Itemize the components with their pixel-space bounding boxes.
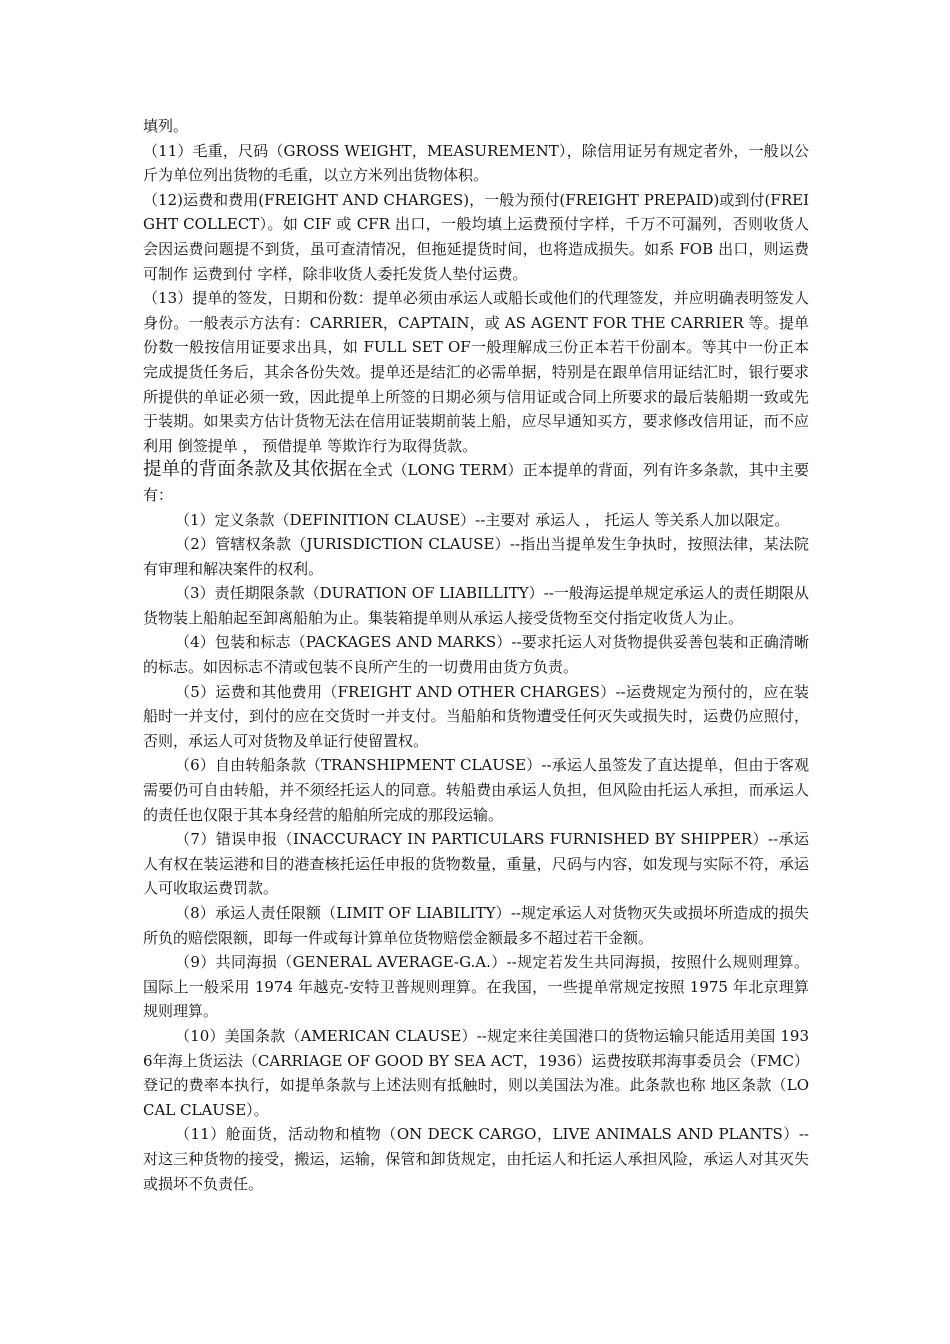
document-page <box>143 114 809 1196</box>
clause-packages-and-marks: （4）包装和标志（PACKAGES AND MARKS）--要求托运人对货物提供妥善包装和正确清晰的标志。如因标志不清或包装不良所产生的一切费用由货方负责。 <box>143 633 809 677</box>
paragraph-freight-charges: （12)运费和费用(FREIGHT AND CHARGES)，一般为预付(FREIGHT PREPAID)或到付(FREIGHT COLLECT）。如 CIF 或 CFR 出口，一般均填上运费预付字样，千万不可漏列，否则收货人会因运费问题提不到货，虽可查清情况，但拖延提货时间，也将造成损失。如系 FOB 出口，则运费可制作 运费到付 字样，除非收货人委托发货人垫付运费。 <box>143 190 809 283</box>
clause-jurisdiction: （2）管辖权条款（JURISDICTION CLAUSE）--指出当提单发生争执时，按照法律，某法院有审理和解决案件的权利。 <box>143 535 809 578</box>
section-heading: 提单的背面条款及其依据 <box>143 459 348 481</box>
clause-limit-of-liability: （8）承运人责任限额（LIMIT OF LIABILITY）--规定承运人对货物灭失或损坏所造成的损失所负的赔偿限额，即每一件或每计算单位货物赔偿金额最多不超过若干金额。 <box>143 904 809 947</box>
clause-american: （10）美国条款（AMERICAN CLAUSE）--规定来往美国港口的货物运输只能适用美国 1936年海上货运法（CARRIAGE OF GOOD BY SEA ACT，1936）运费按联邦海事委员会（FMC）登记的费率本执行，如提单条款与上述法则有抵触时，则以美国法为准。此条款也称 地区条款（LOCAL CLAUSE）。 <box>143 1026 809 1119</box>
clause-definition: （1）定义条款（DEFINITION CLAUSE）--主要对 承运人 ， 托运人 等关系人加以限定。 <box>175 510 790 529</box>
section-intro-text: 在全式（LONG TERM）正本提单的背面，列有许多条款，其中主要有： <box>143 461 809 504</box>
paragraph-continuation: 填列。 <box>143 117 189 135</box>
clause-inaccuracy-in-particulars: （7）错误申报（INACCURACY IN PARTICULARS FURNISHED BY SHIPPER）--承运人有权在装运港和目的港查核托运任申报的货物数量，重量，尺码与内容，如发现与实际不符，承运人可收取运费罚款。 <box>143 830 809 898</box>
clause-freight-and-other-charges: （5）运费和其他费用（FREIGHT AND OTHER CHARGES）--运费规定为预付的，应在装船时一并支付，到付的应在交货时一并支付。当船舶和货物遭受任何灭失或损失时，运费仍应照付，否则，承运人可对货物及单证行使留置权。 <box>143 682 809 750</box>
section-intro-paragraph <box>143 458 809 507</box>
clause-duration-of-liability: （3）责任期限条款（DURATION OF LIABILLITY）--一般海运提单规定承运人的责任期限从货物装上船舶起至卸离船舶为止。集装箱提单则从承运人接受货物至交付指定收货人为止。 <box>143 584 809 627</box>
paragraph-issuance: （13）提单的签发，日期和份数：提单必须由承运人或船长或他们的代理签发，并应明确表明签发人身份。一般表示方法有：CARRIER，CAPTAIN，或 AS AGENT FOR THE CARRIER 等。提单份数一般按信用证要求出具，如 FULL SET OF一般理解成三份正本若干份副本。等其中一份正本完成提货任务后，其余各份失效。提单还是结汇的必需单据，特别是在跟单信用证结汇时，银行要求所提供的单证必须一致，因此提单上所签的日期必须与信用证或合同上所要求的最后装船期一致或先于装期。如果卖方估计货物无法在信用证装期前装上船，应尽早通知买方，要求修改信用证，而不应利用 倒签提单 ， 预借提单 等欺诈行为取得货款。 <box>143 289 809 455</box>
paragraph-gross-weight: （11）毛重，尺码（GROSS WEIGHT，MEASUREMENT），除信用证另有规定者外，一般以公斤为单位列出货物的毛重，以立方米列出货物体积。 <box>143 141 809 185</box>
clause-transhipment: （6）自由转船条款（TRANSHIPMENT CLAUSE）--承运人虽签发了直达提单，但由于客观需要仍可自由转船，并不须经托运人的同意。转船费由承运人负担，但风险由托运人承担，而承运人的责任也仅限于其本身经营的船舶所完成的那段运输。 <box>143 756 809 824</box>
clause-general-average: （9）共同海损（GENERAL AVERAGE-G.A.）--规定若发生共同海损，按照什么规则理算。国际上一般采用 1974 年越克-安特卫普规则理算。在我国，一些提单常规定按照 1975 年北京理算规则理算。 <box>143 953 809 1021</box>
clause-on-deck-cargo: （11）舱面货，活动物和植物（ON DECK CARGO，LIVE ANIMALS AND PLANTS）--对这三种货物的接受，搬运，运输，保管和卸货规定，由托运人和托运人承担风险，承运人对其灭失或损坏不负责任。 <box>143 1125 809 1193</box>
